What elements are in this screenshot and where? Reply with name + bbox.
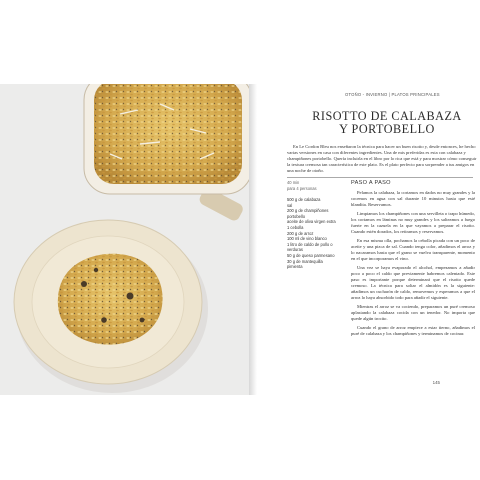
ingredient-list — [287, 197, 345, 270]
title-line-2: Y PORTOBELLO — [339, 122, 435, 136]
ingredients-column — [287, 180, 345, 270]
step-paragraph: Pelamos la calabaza, la cortamos en dados no muy grandes y la cocemos en agua con sal durante 10 minutos hasta que esté blandita. Reservamos. — [351, 190, 475, 207]
step-paragraph: Una vez se haya evaporado el alcohol, empezamos a añadir poco a poco el caldo que previamente habremos calentado. Este paso es importante porque determinará que el risotto quede cremoso. La técnica para soltar el almidón es la siguiente: añadimos un cucharón de caldo, removemos y esperamos a que el arroz lo haya absorbido todo para añadir el siguiente. — [351, 265, 475, 300]
section-divider — [287, 177, 473, 178]
ingredient-item: 1 litro de caldo de pollo o verduras — [287, 241, 333, 253]
intro-paragraph: En Le Cordon Bleu nos enseñaron la técnica para hacer un buen risotto y, desde entonces, he hecho varias versiones en casa con diferentes ingredientes. Una de mis preferidas es esta con calabaza y champiñones portobello. Quería incluirla en el libro por lo rica que está y para mostrar cómo conseguir la textura cremosa tan característica de este plato. Es el plato perfecto para sorprender a tus amigos en una noche de otoño. — [287, 144, 477, 174]
ingredient-item: 200 g de champiñones portobello — [287, 208, 329, 219]
steps-column — [351, 180, 475, 340]
ingredient-item: 100 ml de vino blanco — [287, 236, 327, 242]
ingredient-item: 1 cebolla — [287, 224, 304, 230]
recipe-title — [312, 110, 462, 136]
section-kicker: OTOÑO - INVIERNO | PLATOS PRINCIPALES — [345, 92, 440, 97]
recipe-meta — [287, 180, 345, 192]
recipe-photo — [0, 84, 249, 395]
recipe-page — [257, 84, 480, 395]
step-paragraph: Cuando el grano de arroz empiece a estar tierno, añadimos el puré de calabaza y los champiñones y terminamos de cocinar. — [351, 325, 475, 336]
ingredient-item: sal — [287, 202, 293, 208]
servings: para 4 personas — [287, 186, 317, 191]
step-paragraph: Limpiamos los champiñones con una servilleta o trapo húmedo, los cortamos en láminas no muy grandes y los salteamos a fuego fuerte en la cazuela en la que vayamos a preparar el risotto. Cuando estén dorados, los retiramos y reservamos. — [351, 211, 475, 234]
book-gutter — [249, 84, 257, 395]
ingredient-item: 200 g de arroz — [287, 230, 314, 236]
title-line-1: RISOTTO DE CALABAZA — [312, 109, 462, 123]
prep-time: 40 min — [287, 180, 300, 185]
ingredient-item: aceite de oliva virgen extra — [287, 219, 336, 225]
step-paragraph: En esa misma olla, pochamos la cebolla picada con un poco de aceite y una pizca de sal. Cuando tenga color, añadimos el arroz y lo nacaramos hasta que el grano se vuelva transparente, momento en el que incorporamos el vino. — [351, 238, 475, 261]
ingredient-item: 30 g de mantequilla — [287, 258, 323, 264]
page-number: 145 — [432, 380, 440, 385]
ingredient-item: pimienta — [287, 264, 303, 270]
steps-heading: PASO A PASO — [351, 180, 391, 186]
step-paragraph: Mientras el arroz se va cociendo, preparamos un puré cremoso aplastando la calabaza cocida con un tenedor. No importa que quede algún trocito. — [351, 304, 475, 321]
ingredient-item: 500 g de calabaza — [287, 197, 321, 202]
book-spread — [0, 84, 480, 396]
risotto-photo-illustration — [0, 84, 249, 395]
ingredient-item: 50 g de queso parmesano — [287, 252, 335, 258]
